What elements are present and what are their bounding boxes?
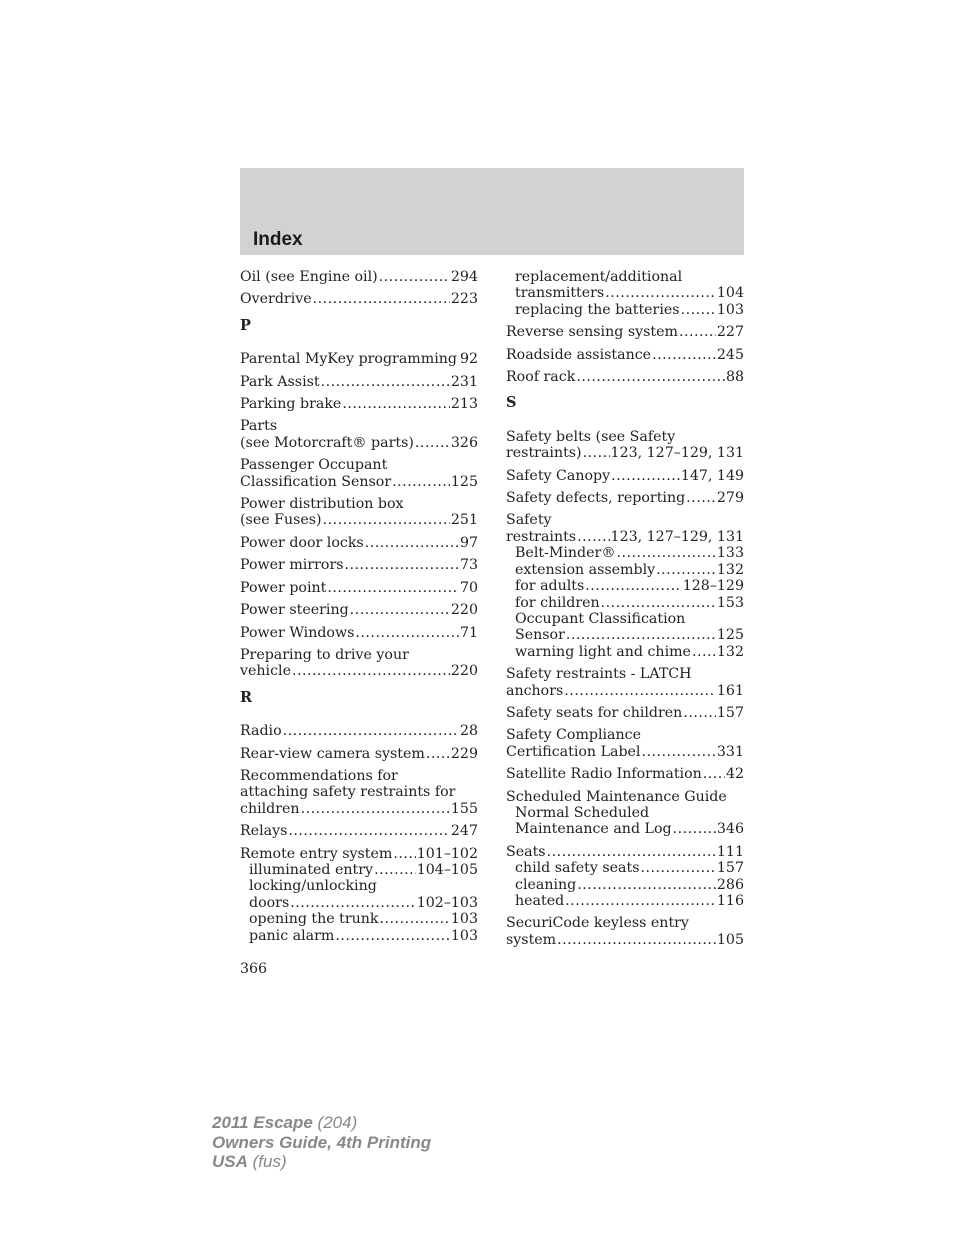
dot-leader bbox=[641, 744, 715, 760]
index-subentry-line bbox=[506, 893, 744, 909]
page-reference: 227 bbox=[716, 324, 744, 341]
index-entry-line bbox=[506, 744, 744, 760]
index-entry bbox=[240, 496, 478, 529]
entry-text: cleaning bbox=[515, 876, 577, 893]
index-subentry-line bbox=[506, 545, 744, 561]
page-reference: 247 bbox=[450, 823, 478, 840]
index-entry bbox=[506, 844, 744, 910]
page-reference: 28 bbox=[459, 723, 478, 740]
page-reference: 125 bbox=[450, 473, 478, 490]
footer-region-code: (fus) bbox=[247, 1152, 287, 1171]
entry-text: SecuriCode keyless entry bbox=[506, 915, 689, 932]
index-entry bbox=[506, 429, 744, 462]
index-entry bbox=[506, 269, 744, 318]
index-entry-line bbox=[506, 512, 744, 528]
dot-leader bbox=[426, 746, 450, 762]
entry-text: extension assembly bbox=[515, 561, 656, 578]
index-entry bbox=[506, 324, 744, 340]
page-reference: 220 bbox=[450, 663, 478, 680]
page-reference: 103 bbox=[450, 911, 478, 928]
index-entry bbox=[506, 789, 744, 838]
entry-text: Reverse sensing system bbox=[506, 324, 678, 341]
dot-leader bbox=[692, 644, 716, 660]
entry-text: Power distribution box bbox=[240, 496, 404, 513]
index-entry-line bbox=[240, 846, 478, 862]
index-entry bbox=[506, 512, 744, 660]
entry-text: replacing the batteries bbox=[515, 301, 680, 318]
entry-text: child safety seats bbox=[515, 860, 640, 877]
page-reference: 157 bbox=[716, 704, 744, 721]
page-reference: 73 bbox=[459, 557, 478, 574]
dot-leader bbox=[605, 285, 716, 301]
entry-text: Safety seats for children bbox=[506, 704, 683, 721]
entry-text: restraints bbox=[506, 528, 577, 545]
page-reference: 220 bbox=[450, 602, 478, 619]
entry-text: Park Assist bbox=[240, 373, 320, 390]
index-subentry-line bbox=[506, 269, 744, 285]
entry-text: Preparing to drive your bbox=[240, 646, 409, 663]
entry-text: Oil (see Engine oil) bbox=[240, 269, 378, 285]
page-reference: 223 bbox=[450, 291, 478, 308]
entry-text: Safety restraints - LATCH bbox=[506, 666, 692, 683]
dot-leader bbox=[380, 911, 450, 927]
page-reference: 123, 127–129, 131 bbox=[610, 528, 744, 545]
entry-text: Overdrive bbox=[240, 291, 312, 308]
page-reference: 101–102 bbox=[416, 845, 478, 862]
index-column-left bbox=[240, 269, 478, 950]
footer-guide: Owners Guide, 4th Printing bbox=[212, 1132, 432, 1152]
index-entry-line bbox=[506, 766, 744, 782]
page-reference: 251 bbox=[450, 512, 478, 529]
dot-leader bbox=[566, 627, 716, 643]
index-entry bbox=[240, 647, 478, 680]
entry-text: Belt-Minder® bbox=[515, 545, 616, 562]
page-reference: 161 bbox=[716, 682, 744, 699]
index-subentry-line bbox=[506, 578, 744, 594]
index-entry bbox=[506, 766, 744, 782]
index-subentry-line bbox=[506, 860, 744, 876]
dot-leader bbox=[576, 369, 725, 385]
entry-text: Parts bbox=[240, 418, 278, 435]
index-entry bbox=[240, 291, 478, 307]
index-entry-line bbox=[506, 369, 744, 385]
index-subentry-line bbox=[506, 302, 744, 318]
dot-leader bbox=[323, 512, 450, 528]
page-reference: 70 bbox=[459, 579, 478, 596]
entry-text: Power steering bbox=[240, 602, 349, 619]
index-entry-line bbox=[240, 474, 478, 490]
entry-text: Scheduled Maintenance Guide bbox=[506, 788, 727, 805]
index-subentry-line bbox=[506, 285, 744, 301]
index-entry-line bbox=[506, 683, 744, 699]
dot-leader bbox=[683, 705, 716, 721]
index-entry-line bbox=[240, 418, 478, 434]
index-entry bbox=[240, 846, 478, 944]
dot-leader bbox=[458, 351, 459, 367]
entry-text: heated bbox=[515, 893, 565, 909]
entry-text: Parental MyKey programming bbox=[240, 351, 457, 368]
entry-text: Radio bbox=[240, 723, 282, 740]
entry-text: Occupant Classification bbox=[515, 610, 686, 627]
dot-leader bbox=[681, 302, 716, 318]
index-entry-line bbox=[240, 580, 478, 596]
entry-text: replacement/additional bbox=[515, 269, 683, 285]
index-entry bbox=[240, 535, 478, 551]
page-reference: 331 bbox=[716, 743, 744, 760]
index-entry-line bbox=[240, 496, 478, 512]
page-number: 366 bbox=[240, 961, 268, 977]
index-subentry-line bbox=[240, 911, 478, 927]
dot-leader bbox=[577, 877, 716, 893]
entry-text: system bbox=[506, 931, 557, 948]
entry-text: Classification Sensor bbox=[240, 473, 392, 490]
entry-text: Power Windows bbox=[240, 624, 355, 641]
index-entry-line bbox=[240, 663, 478, 679]
page-reference: 128–129 bbox=[682, 578, 744, 595]
index-entry bbox=[240, 580, 478, 596]
entry-text: Roadside assistance bbox=[506, 346, 652, 363]
dot-leader bbox=[374, 862, 416, 878]
entry-text: doors bbox=[249, 894, 290, 911]
dot-leader bbox=[547, 844, 716, 860]
index-subentry-line bbox=[506, 562, 744, 578]
entry-text: Safety Canopy bbox=[506, 467, 611, 484]
page-reference: 231 bbox=[450, 373, 478, 390]
index-entry-line bbox=[506, 789, 744, 805]
page-reference: 123, 127–129, 131 bbox=[610, 445, 744, 462]
dot-leader bbox=[656, 562, 716, 578]
page-reference: 229 bbox=[450, 745, 478, 762]
index-entry-line bbox=[240, 784, 478, 800]
index-entry bbox=[240, 723, 478, 739]
dot-leader bbox=[335, 928, 450, 944]
index-subentry-line bbox=[506, 644, 744, 660]
entry-text: Normal Scheduled bbox=[515, 804, 650, 821]
dot-leader bbox=[652, 347, 716, 363]
index-entry-line bbox=[240, 823, 478, 839]
index-subentry-line bbox=[240, 895, 478, 911]
index-entry bbox=[240, 557, 478, 573]
index-entry-line bbox=[240, 768, 478, 784]
index-entry-line bbox=[240, 746, 478, 762]
entry-text: Sensor bbox=[515, 627, 565, 644]
entry-text: Safety Compliance bbox=[506, 727, 641, 744]
dot-leader bbox=[640, 860, 715, 876]
entry-text: Certification Label bbox=[506, 743, 641, 760]
index-entry-line bbox=[506, 490, 744, 506]
section-letter: P bbox=[240, 316, 251, 334]
entry-text: for adults bbox=[515, 578, 585, 595]
page-reference: 111 bbox=[716, 843, 744, 860]
dot-leader bbox=[415, 435, 450, 451]
entry-text: Safety defects, reporting bbox=[506, 490, 686, 507]
entry-text: Power point bbox=[240, 579, 327, 596]
dot-leader bbox=[379, 269, 450, 285]
index-entry bbox=[506, 490, 744, 506]
index-entry bbox=[240, 374, 478, 390]
entry-text: vehicle bbox=[240, 663, 291, 680]
page-reference: 153 bbox=[716, 594, 744, 611]
entry-text: attaching safety restraints for bbox=[240, 784, 456, 801]
index-subentry-line bbox=[240, 878, 478, 894]
entry-text: restraints) bbox=[506, 445, 582, 462]
entry-text: Recommendations for bbox=[240, 767, 398, 784]
entry-text: transmitters bbox=[515, 285, 605, 302]
entry-text: Roof rack bbox=[506, 369, 576, 386]
index-header-band bbox=[240, 168, 744, 255]
index-entry-line bbox=[240, 269, 478, 285]
document-footer bbox=[212, 1113, 431, 1172]
index-entry-line bbox=[506, 705, 744, 721]
page-reference: 105 bbox=[716, 931, 744, 948]
dot-leader bbox=[565, 893, 716, 909]
index-subentry-line bbox=[506, 821, 744, 837]
entry-text: Maintenance and Log bbox=[515, 821, 672, 838]
entry-text: children bbox=[240, 800, 300, 817]
entry-text: Passenger Occupant bbox=[240, 457, 388, 474]
page-reference: 92 bbox=[459, 351, 478, 368]
entry-text: illuminated entry bbox=[249, 861, 374, 878]
entry-text: (see Motorcraft® parts) bbox=[240, 434, 414, 451]
page-reference: 116 bbox=[716, 893, 744, 909]
index-entry bbox=[240, 396, 478, 412]
entry-text: locking/unlocking bbox=[249, 878, 377, 895]
dot-leader bbox=[345, 557, 459, 573]
index-entry bbox=[506, 468, 744, 484]
dot-leader bbox=[290, 895, 416, 911]
dot-leader bbox=[557, 932, 716, 948]
dot-leader bbox=[585, 578, 681, 594]
dot-leader bbox=[355, 625, 459, 641]
index-subentry-line bbox=[240, 862, 478, 878]
dot-leader bbox=[577, 529, 609, 545]
dot-leader bbox=[292, 663, 450, 679]
page-reference: 157 bbox=[716, 860, 744, 877]
index-entry-line bbox=[240, 396, 478, 412]
dot-leader bbox=[321, 374, 450, 390]
page-reference: 245 bbox=[716, 346, 744, 363]
page-reference: 104 bbox=[716, 285, 744, 302]
entry-text: Relays bbox=[240, 823, 288, 840]
index-entry-line bbox=[240, 291, 478, 307]
index-entry-line bbox=[240, 801, 478, 817]
index-entry-line bbox=[506, 429, 744, 445]
index-entry-line bbox=[240, 535, 478, 551]
index-entry-line bbox=[240, 723, 478, 739]
section-letter: S bbox=[506, 394, 517, 412]
index-entry bbox=[240, 823, 478, 839]
entry-text: Rear-view camera system bbox=[240, 745, 425, 762]
dot-leader bbox=[313, 291, 450, 307]
entry-text: (see Fuses) bbox=[240, 512, 322, 529]
index-entry-line bbox=[506, 666, 744, 682]
page-reference: 147, 149 bbox=[680, 467, 744, 484]
index-subentry-line bbox=[240, 928, 478, 944]
page-reference: 132 bbox=[716, 561, 744, 578]
index-subentry-line bbox=[506, 611, 744, 627]
dot-leader bbox=[392, 474, 450, 490]
index-entry-line bbox=[506, 324, 744, 340]
page-reference: 42 bbox=[725, 766, 744, 783]
section-letter: R bbox=[240, 688, 253, 706]
dot-leader bbox=[673, 821, 716, 837]
entry-text: Safety bbox=[506, 512, 552, 529]
dot-leader bbox=[342, 396, 450, 412]
dot-leader bbox=[301, 801, 450, 817]
index-subentry-line bbox=[506, 805, 744, 821]
index-entry bbox=[240, 418, 478, 451]
page-reference: 279 bbox=[716, 490, 744, 507]
dot-leader bbox=[365, 535, 459, 551]
index-entry bbox=[240, 351, 478, 367]
footer-model-code: (204) bbox=[312, 1113, 358, 1132]
page-title: Index bbox=[253, 229, 303, 250]
index-entry-line bbox=[240, 625, 478, 641]
index-entry bbox=[506, 369, 744, 385]
index-entry-line bbox=[240, 557, 478, 573]
page-reference: 88 bbox=[725, 369, 744, 386]
page-reference: 71 bbox=[459, 624, 478, 641]
page-reference: 97 bbox=[459, 534, 478, 551]
page-reference: 125 bbox=[716, 627, 744, 644]
dot-leader bbox=[393, 846, 415, 862]
dot-leader bbox=[327, 580, 459, 596]
page-reference: 286 bbox=[716, 876, 744, 893]
dot-leader bbox=[703, 766, 725, 782]
index-column-right bbox=[506, 269, 744, 954]
entry-text: opening the trunk bbox=[249, 911, 379, 928]
footer-region: USA bbox=[212, 1152, 248, 1171]
entry-text: panic alarm bbox=[249, 927, 335, 944]
dot-leader bbox=[601, 595, 716, 611]
page-reference: 104–105 bbox=[416, 861, 478, 878]
dot-leader bbox=[564, 683, 716, 699]
page-reference: 102–103 bbox=[416, 894, 478, 911]
footer-model: 2011 Escape bbox=[212, 1113, 313, 1132]
dot-leader bbox=[617, 545, 716, 561]
entry-text: for children bbox=[515, 594, 600, 611]
page-reference: 155 bbox=[450, 800, 478, 817]
index-subentry-line bbox=[506, 627, 744, 643]
dot-leader bbox=[686, 490, 716, 506]
entry-text: Safety belts (see Safety bbox=[506, 428, 676, 445]
index-entry-line bbox=[506, 468, 744, 484]
index-entry bbox=[240, 746, 478, 762]
entry-text: anchors bbox=[506, 682, 564, 699]
index-entry-line bbox=[240, 457, 478, 473]
entry-text: Satellite Radio Information bbox=[506, 766, 702, 783]
index-entry bbox=[506, 666, 744, 699]
index-entry-line bbox=[506, 727, 744, 743]
index-entry-line bbox=[506, 844, 744, 860]
index-entry bbox=[506, 705, 744, 721]
index-entry bbox=[240, 625, 478, 641]
entry-text: warning light and chime bbox=[515, 643, 691, 660]
index-entry-line bbox=[240, 512, 478, 528]
index-entry-line bbox=[240, 374, 478, 390]
dot-leader bbox=[350, 602, 450, 618]
entry-text: Power door locks bbox=[240, 534, 364, 551]
page-reference: 326 bbox=[450, 434, 478, 451]
index-entry-line bbox=[240, 351, 478, 367]
dot-leader bbox=[283, 723, 459, 739]
index-entry-line bbox=[506, 445, 744, 461]
index-entry bbox=[240, 269, 478, 285]
index-entry-line bbox=[506, 915, 744, 931]
index-entry bbox=[240, 602, 478, 618]
index-entry bbox=[506, 915, 744, 948]
index-entry-line bbox=[240, 435, 478, 451]
index-entry bbox=[506, 347, 744, 363]
index-entry-line bbox=[240, 602, 478, 618]
index-entry bbox=[506, 727, 744, 760]
page-reference: 103 bbox=[716, 301, 744, 318]
entry-text: Seats bbox=[506, 843, 546, 860]
entry-text: Remote entry system bbox=[240, 845, 393, 862]
page-reference: 133 bbox=[716, 545, 744, 562]
index-subentry-line bbox=[506, 595, 744, 611]
page-reference: 294 bbox=[450, 269, 478, 285]
dot-leader bbox=[583, 445, 610, 461]
entry-text: Power mirrors bbox=[240, 557, 344, 574]
index-entry-line bbox=[506, 932, 744, 948]
page-reference: 132 bbox=[716, 643, 744, 660]
index-entry bbox=[240, 768, 478, 817]
index-entry-line bbox=[506, 529, 744, 545]
dot-leader bbox=[288, 823, 450, 839]
entry-text: Parking brake bbox=[240, 396, 342, 413]
index-entry-line bbox=[506, 347, 744, 363]
page-reference: 213 bbox=[450, 396, 478, 413]
dot-leader bbox=[679, 324, 716, 340]
index-subentry-line bbox=[506, 877, 744, 893]
page-reference: 103 bbox=[450, 927, 478, 944]
index-entry-line bbox=[240, 647, 478, 663]
index-entry bbox=[240, 457, 478, 490]
dot-leader bbox=[611, 468, 680, 484]
page-reference: 346 bbox=[716, 821, 744, 838]
